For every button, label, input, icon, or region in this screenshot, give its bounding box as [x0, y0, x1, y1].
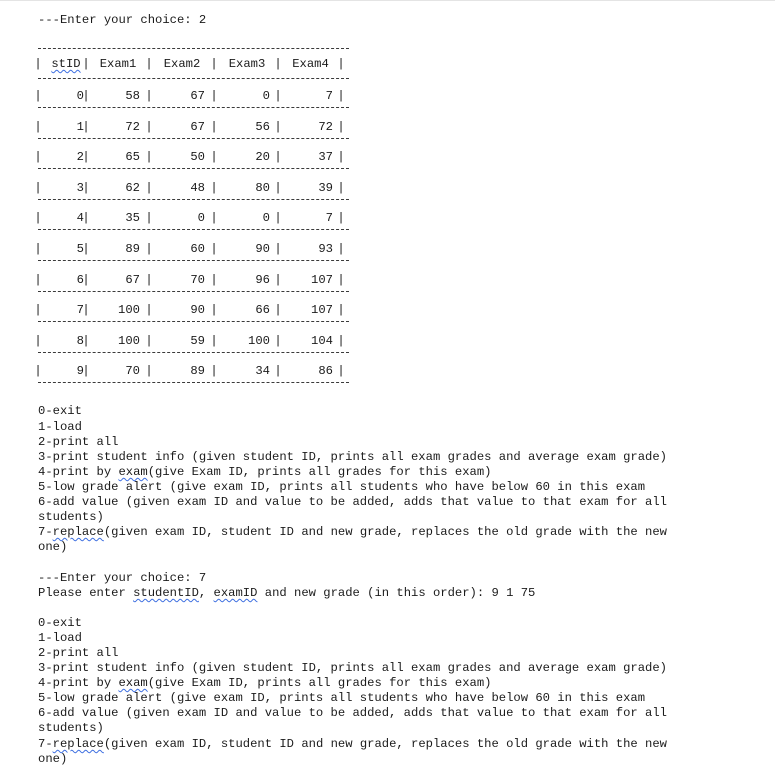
menu-option-load: 1-load [38, 631, 82, 645]
menu-option-low-grade-alert: 5-low grade alert (give exam ID, prints all students who have below 60 in this exam [38, 480, 646, 494]
column-divider: | [145, 333, 153, 348]
table-row [34, 119, 349, 135]
menu-option-print-all: 2-print all [38, 646, 119, 660]
table-cell: 58 [125, 89, 140, 103]
table-cell: 37 [318, 150, 333, 165]
table-cell: 96 [255, 272, 270, 287]
menu-option-text: 4-print by [38, 465, 119, 479]
column-divider: | [82, 303, 90, 318]
table-cell: 67 [190, 119, 205, 134]
spellcheck-word: exam [118, 676, 148, 690]
column-divider: | [82, 364, 90, 379]
table-row [34, 89, 349, 104]
table-cell: 20 [255, 150, 270, 165]
table-separator [38, 48, 349, 49]
spellcheck-word: replace [52, 737, 104, 751]
table-row [34, 150, 349, 165]
menu-option-add-value-cont: students) [38, 721, 104, 735]
table-cell: 93 [318, 242, 333, 256]
table-cell: 107 [311, 303, 333, 318]
table-cell: 70 [190, 272, 205, 287]
table-cell: 34 [255, 364, 270, 379]
column-divider: | [337, 303, 345, 318]
column-divider: | [82, 272, 90, 287]
prompt-text: , [198, 586, 214, 600]
column-divider: | [337, 272, 345, 287]
column-divider: | [82, 180, 90, 195]
menu-option-text: (given exam ID, student ID and new grade, replaces the old grade with the new [103, 525, 667, 539]
column-divider: | [337, 242, 345, 256]
column-divider: | [337, 119, 345, 134]
column-divider: | [337, 364, 345, 379]
table-separator [38, 168, 349, 169]
table-cell: 35 [125, 211, 140, 226]
table-separator [38, 321, 349, 322]
column-divider: | [210, 364, 218, 379]
table-cell: 0 [76, 89, 84, 103]
column-divider: | [34, 303, 42, 318]
menu-option-print-all: 2-print all [38, 435, 119, 449]
column-header: Exam4 [292, 57, 329, 71]
menu-option-text: (given exam ID, student ID and new grade, replaces the old grade with the new [103, 737, 667, 751]
table-cell: 72 [318, 119, 333, 134]
table-separator [38, 291, 349, 292]
menu-option-student-info: 3-print student info (given student ID, prints all exam grades and average exam grade) [38, 450, 667, 464]
column-divider: | [337, 333, 345, 348]
column-divider: | [82, 333, 90, 348]
column-divider: | [210, 242, 218, 256]
column-divider: | [274, 119, 282, 134]
menu-option-exit: 0-exit [38, 616, 82, 630]
column-divider: | [82, 242, 90, 256]
column-divider: | [274, 242, 282, 256]
column-divider: | [34, 211, 42, 226]
table-separator [38, 260, 349, 261]
table-row [34, 303, 349, 318]
menu-option-text: 7- [38, 737, 53, 751]
spellcheck-word: replace [52, 525, 104, 539]
table-cell: 90 [255, 242, 270, 256]
column-divider: | [145, 242, 153, 256]
column-divider: | [274, 333, 282, 348]
table-cell: 0 [262, 89, 270, 103]
menu-option-student-info: 3-print student info (given student ID, prints all exam grades and average exam grade) [38, 661, 667, 675]
menu-option-text: 4-print by [38, 676, 119, 690]
table-cell: 65 [125, 150, 140, 165]
menu-option-text: (give Exam ID, prints all grades for this exam) [147, 465, 492, 479]
table-cell: 9 [76, 364, 84, 379]
table-row [34, 333, 349, 349]
column-divider: | [210, 180, 218, 195]
enter-values-prompt [38, 586, 535, 601]
column-divider: | [34, 150, 42, 165]
column-divider: | [274, 89, 282, 103]
column-divider: | [34, 272, 42, 287]
column-divider: | [34, 364, 42, 379]
column-divider: | [82, 89, 90, 103]
table-cell: 70 [125, 364, 140, 379]
column-divider: | [145, 89, 153, 103]
column-divider: | [82, 211, 90, 226]
menu-option-add-value: 6-add value (given exam ID and value to be added, adds that value to that exam for all [38, 495, 667, 509]
column-divider: | [274, 150, 282, 165]
table-cell: 3 [76, 180, 84, 195]
table-cell: 89 [125, 242, 140, 256]
column-header: Exam2 [163, 57, 201, 71]
table-cell: 90 [190, 303, 205, 318]
table-row [34, 211, 349, 226]
menu-option-print-by-exam [38, 676, 491, 691]
table-row [34, 272, 349, 288]
column-divider: | [337, 180, 345, 195]
table-cell: 56 [255, 119, 270, 134]
table-cell: 89 [190, 364, 205, 379]
table-cell: 104 [311, 333, 333, 348]
table-cell: 6 [76, 272, 84, 287]
table-cell: 4 [76, 211, 84, 226]
menu-option-replace-cont: one) [38, 540, 68, 554]
column-divider: | [210, 272, 218, 287]
table-cell: 67 [125, 272, 140, 287]
column-divider: | [145, 180, 153, 195]
table-cell: 60 [190, 242, 205, 256]
table-cell: 1 [76, 119, 84, 134]
column-divider: | [210, 333, 218, 348]
table-separator [38, 382, 349, 383]
table-row [34, 242, 349, 257]
table-cell: 100 [248, 333, 270, 348]
table-cell: 62 [125, 180, 140, 195]
table-cell: 100 [118, 333, 140, 348]
table-cell: 72 [125, 119, 140, 134]
menu-option-print-by-exam [38, 465, 491, 480]
prompt-choice-replace: ---Enter your choice: 7 [38, 571, 207, 585]
menu-option-replace [38, 525, 667, 540]
column-divider: | [274, 303, 282, 318]
table-cell: 0 [262, 211, 270, 226]
table-row [34, 180, 349, 196]
column-divider: | [274, 180, 282, 195]
table-cell: 7 [325, 89, 333, 103]
column-divider: | [82, 57, 90, 71]
prompt-text: Please enter [38, 586, 134, 600]
column-divider: | [274, 272, 282, 287]
menu-option-exit: 0-exit [38, 404, 82, 418]
prompt-text: and new grade (in this order): 9 1 75 [257, 586, 536, 600]
column-divider: | [34, 119, 42, 134]
menu-option-replace [38, 737, 667, 752]
table-cell: 59 [190, 333, 205, 348]
column-divider: | [34, 333, 42, 348]
table-cell: 0 [197, 211, 205, 226]
table-cell: 86 [318, 364, 333, 379]
table-cell: 8 [76, 333, 84, 348]
window-top-border [0, 0, 775, 1]
spellcheck-word: examID [213, 586, 258, 600]
table-cell: 2 [76, 150, 84, 165]
column-divider: | [337, 57, 345, 71]
column-divider: | [337, 89, 345, 103]
column-divider: | [274, 211, 282, 226]
table-cell: 39 [318, 180, 333, 195]
column-divider: | [145, 303, 153, 318]
table-separator [38, 107, 349, 108]
column-divider: | [145, 119, 153, 134]
table-cell: 7 [325, 211, 333, 226]
table-cell: 7 [76, 303, 84, 318]
table-cell: 5 [76, 242, 84, 256]
menu-option-add-value: 6-add value (given exam ID and value to be added, adds that value to that exam for all [38, 706, 667, 720]
menu-option-add-value-cont: students) [38, 510, 104, 524]
table-separator [38, 138, 349, 139]
column-divider: | [145, 272, 153, 287]
table-separator [38, 352, 349, 353]
menu-option-text: (give Exam ID, prints all grades for this exam) [147, 676, 492, 690]
spellcheck-word: exam [118, 465, 148, 479]
table-cell: 66 [255, 303, 270, 318]
table-cell: 67 [190, 89, 205, 103]
column-divider: | [34, 89, 42, 103]
spellcheck-word: studentID [133, 586, 199, 600]
table-row [34, 364, 349, 379]
table-separator [38, 199, 349, 200]
table-separator [38, 229, 349, 230]
column-divider: | [210, 57, 218, 71]
column-divider: | [82, 119, 90, 134]
column-divider: | [210, 211, 218, 226]
column-header: Exam1 [99, 57, 137, 71]
column-divider: | [34, 180, 42, 195]
column-divider: | [210, 119, 218, 134]
column-divider: | [82, 150, 90, 165]
table-cell: 100 [118, 303, 140, 318]
table-cell: 50 [190, 150, 205, 165]
column-divider: | [210, 89, 218, 103]
column-divider: | [34, 242, 42, 256]
column-divider: | [145, 57, 153, 71]
table-separator [38, 78, 349, 79]
column-divider: | [337, 211, 345, 226]
table-header-row [34, 57, 349, 72]
column-divider: | [210, 303, 218, 318]
column-header: stID [51, 57, 81, 71]
column-divider: | [274, 364, 282, 379]
menu-option-text: 7- [38, 525, 53, 539]
menu-option-low-grade-alert: 5-low grade alert (give exam ID, prints all students who have below 60 in this exam [38, 691, 646, 705]
column-header: Exam3 [228, 57, 266, 71]
menu-option-replace-cont: one) [38, 752, 68, 766]
column-divider: | [145, 364, 153, 379]
menu-option-load: 1-load [38, 420, 82, 434]
column-divider: | [34, 57, 42, 71]
table-cell: 80 [255, 180, 270, 195]
column-divider: | [145, 150, 153, 165]
table-cell: 48 [190, 180, 205, 195]
column-divider: | [337, 150, 345, 165]
column-divider: | [210, 150, 218, 165]
column-divider: | [145, 211, 153, 226]
column-divider: | [274, 57, 282, 71]
prompt-choice-print-all: ---Enter your choice: 2 [38, 13, 207, 27]
table-cell: 107 [311, 272, 333, 287]
